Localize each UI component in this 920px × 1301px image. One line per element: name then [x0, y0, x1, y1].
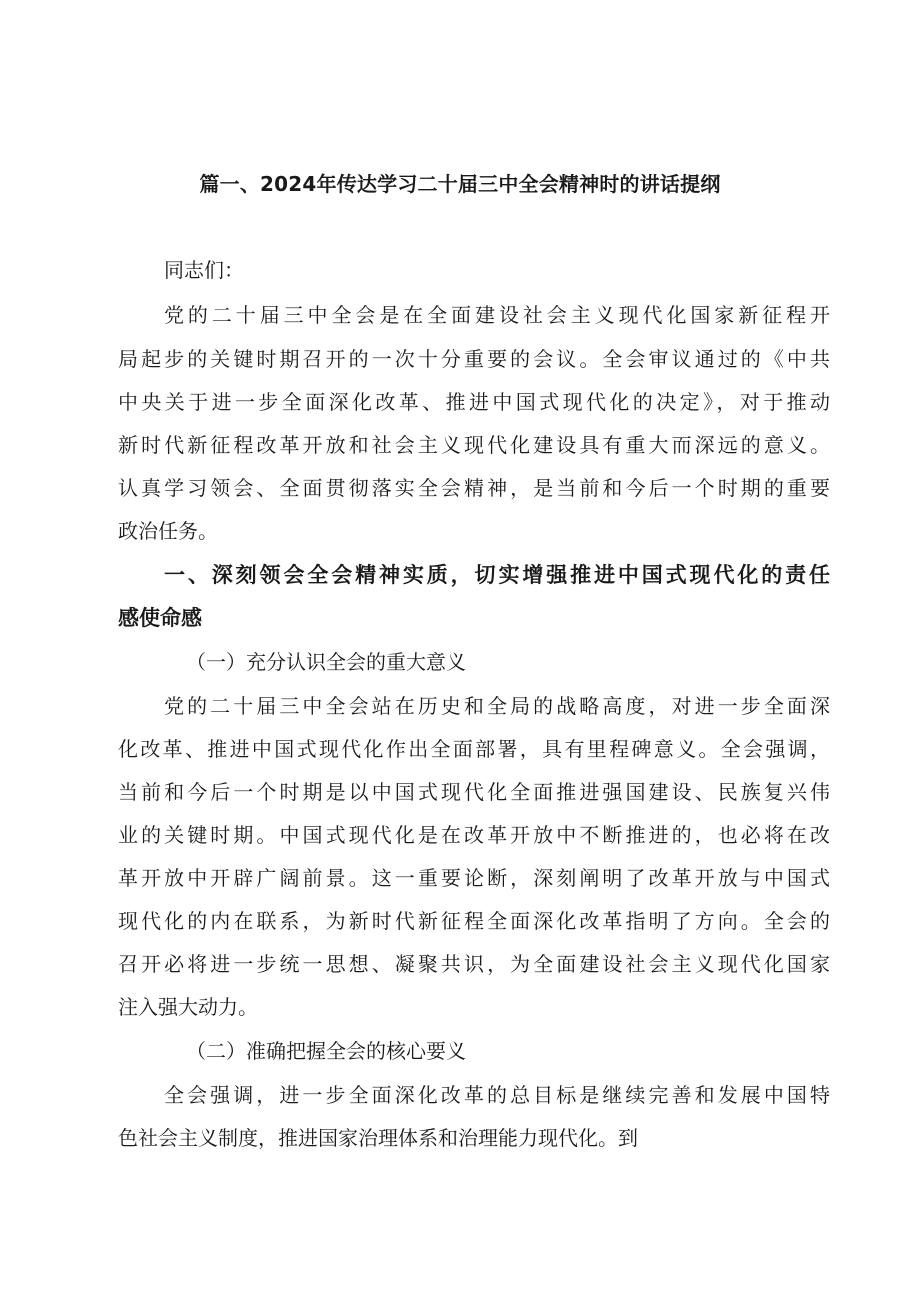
intro-line: 新时代新征程改革开放和社会主义现代化建设具有重大而深远的意义。 — [118, 433, 830, 457]
body-line: 注入强大动力。 — [118, 995, 258, 1019]
body-line: 化改革、推进中国式现代化作出全面部署，具有里程碑意义。全会强调， — [118, 737, 830, 761]
body-line: 召开必将进一步统一思想、凝聚共识，为全面建设社会主义现代化国家 — [118, 952, 830, 976]
intro-line: 政治任务。 — [118, 519, 218, 543]
document-title: 篇一、2024年传达学习二十届三中全会精神时的讲话提纲 — [199, 172, 721, 196]
subsection-title: （二）准确把握全会的核心要义 — [186, 1039, 466, 1063]
intro-line: 认真学习领会、全面贯彻落实全会精神，是当前和今后一个时期的重要 — [118, 476, 830, 500]
subsection-title: （一）充分认识全会的重大意义 — [186, 650, 466, 674]
intro-line: 中央关于进一步全面深化改革、推进中国式现代化的决定》，对于推动 — [118, 390, 830, 414]
intro-line: 党的二十届三中全会是在全面建设社会主义现代化国家新征程开 — [164, 303, 830, 327]
section-heading: 一、深刻领会全会精神实质，切实增强推进中国式现代化的责任 — [164, 563, 830, 587]
section-heading: 感使命感 — [118, 606, 202, 630]
body-line: 现代化的内在联系，为新时代新征程全面深化改革指明了方向。全会的 — [118, 909, 830, 933]
body-line: 色社会主义制度，推进国家治理体系和治理能力现代化。到 — [118, 1126, 638, 1150]
intro-line: 局起步的关键时期召开的一次十分重要的会议。全会审议通过的《中共 — [118, 347, 830, 371]
body-line: 业的关键时期。中国式现代化是在改革开放中不断推进的，也必将在改 — [118, 823, 830, 847]
body-line: 当前和今后一个时期是以中国式现代化全面推进强国建设、民族复兴伟 — [118, 780, 830, 804]
body-line: 全会强调，进一步全面深化改革的总目标是继续完善和发展中国特 — [164, 1083, 830, 1107]
salutation: 同志们： — [164, 258, 244, 282]
body-line: 党的二十届三中全会站在历史和全局的战略高度，对进一步全面深 — [164, 694, 830, 718]
body-line: 革开放中开辟广阔前景。这一重要论断，深刻阐明了改革开放与中国式 — [118, 866, 830, 890]
